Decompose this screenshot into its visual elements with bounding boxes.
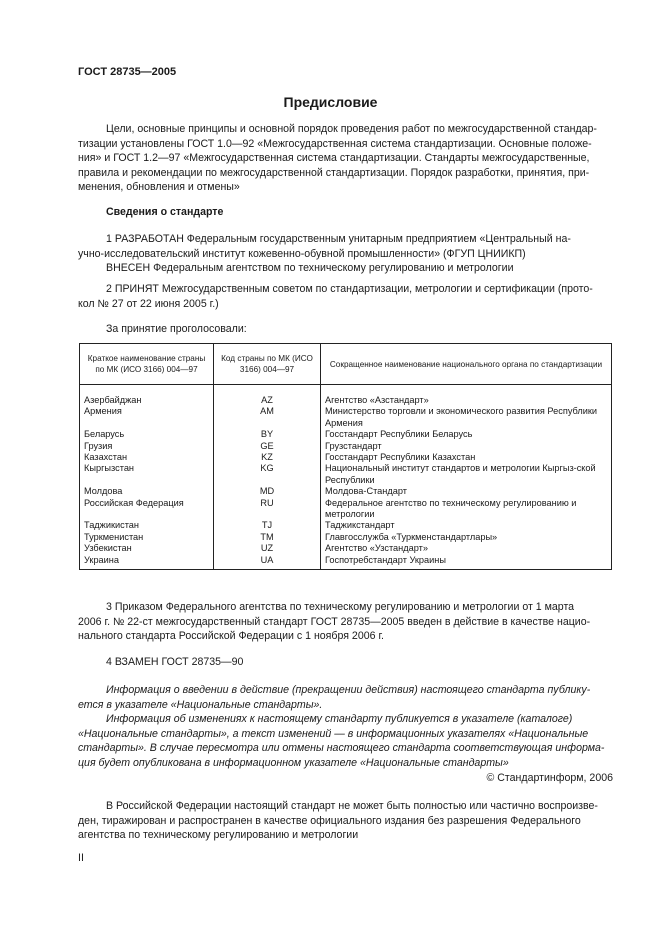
country-cell: Беларусь — [80, 429, 214, 440]
item-3-line: 2006 г. № 22-ст межгосударственный стандарт ГОСТ 28735—2005 введен в действие в качестве нацио- — [78, 615, 591, 628]
item-2-line: кол № 27 от 22 июня 2005 г.) — [78, 297, 219, 310]
page-title: Предисловие — [283, 94, 378, 110]
column-header: Сокращенное наименование национального органа по стандартизации — [321, 344, 612, 385]
code-cell: KG — [214, 463, 321, 486]
country-cell: Узбекистан — [80, 543, 214, 554]
country-cell: Российская Федерация — [80, 498, 214, 521]
info-line: Информация о введении в действие (прекращении действия) настоящего стандарта публику- — [106, 684, 591, 696]
table-row — [80, 555, 612, 570]
table-row — [80, 406, 612, 429]
code-cell: TM — [214, 532, 321, 543]
country-cell: Кыргызстан — [80, 463, 214, 486]
table-row — [80, 429, 612, 440]
standard-code-header: ГОСТ 28735—2005 — [78, 66, 177, 78]
section-heading: Сведения о стандарте — [106, 206, 224, 218]
notice-line: ден, тиражирован и распространен в качестве официального издания без разрешения Федерального — [78, 814, 581, 827]
country-cell: Азербайджан — [80, 385, 214, 407]
intro-line: правила и рекомендации по межгосударственной стандартизации. Порядок разработки, принятия, при- — [78, 166, 590, 179]
page-number: II — [78, 852, 84, 864]
item-1b-line: ВНЕСЕН Федеральным агентством по техническому регулированию и метрологии — [106, 262, 514, 275]
agency-cell: Главгосслужба «Туркменстандартлары» — [321, 532, 612, 543]
table-row — [80, 498, 612, 521]
country-cell: Таджикистан — [80, 520, 214, 531]
intro-line: менения, обновления и отмены» — [78, 181, 240, 194]
intro-paragraph — [78, 122, 612, 195]
agency-cell: Агентство «Азстандарт» — [321, 385, 612, 407]
table-row — [80, 532, 612, 543]
info-line: «Национальные стандарты», а текст изменений — в информационных указателях «Национальные — [78, 727, 589, 740]
agency-cell: Министерство торговли и экономического развития Республики Армения — [321, 406, 612, 429]
agency-cell: Национальный институт стандартов и метрологии Кыргыз-ской Республики — [321, 463, 612, 486]
country-cell: Казахстан — [80, 452, 214, 463]
voting-table — [79, 343, 612, 570]
code-cell: RU — [214, 498, 321, 521]
column-header: Краткое наименование страны по МК (ИСО 3166) 004—97 — [80, 344, 214, 385]
info-introduction-paragraph — [78, 683, 612, 712]
table-row — [80, 543, 612, 554]
item-2-line: 2 ПРИНЯТ Межгосударственным советом по стандартизации, метрологии и сертификации (прото- — [106, 283, 593, 295]
country-cell: Туркменистан — [80, 532, 214, 543]
country-cell: Армения — [80, 406, 214, 429]
code-cell: GE — [214, 441, 321, 452]
notice-line: В Российской Федерации настоящий стандарт не может быть полностью или частично воспроизве- — [106, 800, 598, 812]
table-row — [80, 385, 612, 407]
table-row — [80, 463, 612, 486]
info-changes-paragraph — [78, 712, 612, 770]
code-cell: AZ — [214, 385, 321, 407]
agency-cell: Таджикстандарт — [321, 520, 612, 531]
column-header: Код страны по МК (ИСО 3166) 004—97 — [214, 344, 321, 385]
reproduction-notice — [78, 799, 612, 843]
info-line: ция будет опубликована в информационном указателе «Национальные стандарты» — [78, 756, 509, 769]
country-cell: Украина — [80, 555, 214, 570]
code-cell: BY — [214, 429, 321, 440]
notice-line: агентства по техническому регулированию и метрологии — [78, 829, 359, 842]
table-row — [80, 441, 612, 452]
code-cell: KZ — [214, 452, 321, 463]
info-line: ется в указателе «Национальные стандарты». — [78, 698, 323, 711]
agency-cell: Госстандарт Республики Беларусь — [321, 429, 612, 440]
country-cell: Молдова — [80, 486, 214, 497]
code-cell: AM — [214, 406, 321, 429]
table-row — [80, 452, 612, 463]
agency-cell: Госпотребстандарт Украины — [321, 555, 612, 570]
table-row — [80, 520, 612, 531]
voted-label: За принятие проголосовали: — [106, 323, 247, 335]
item-4-line: 4 ВЗАМЕН ГОСТ 28735—90 — [106, 656, 244, 668]
item-1-line: 1 РАЗРАБОТАН Федеральным государственным унитарным предприятием «Центральный на- — [106, 233, 571, 245]
item-3-paragraph — [78, 600, 612, 644]
info-line: стандарты». В случае пересмотра или отмены настоящего стандарта соответствующая информа- — [78, 742, 605, 755]
agency-cell: Агентство «Узстандарт» — [321, 543, 612, 554]
agency-cell: Госстандарт Республики Казахстан — [321, 452, 612, 463]
copyright-notice: © Стандартинформ, 2006 — [486, 772, 613, 784]
table-row — [80, 486, 612, 497]
item-3-line: 3 Приказом Федерального агентства по техническому регулированию и метрологии от 1 марта — [106, 601, 575, 613]
country-cell: Грузия — [80, 441, 214, 452]
intro-line: Цели, основные принципы и основной порядок проведения работ по межгосударственной стандар- — [106, 123, 597, 135]
info-line: Информация об изменениях к настоящему стандарту публикуется в указателе (каталоге) — [106, 713, 573, 725]
code-cell: MD — [214, 486, 321, 497]
code-cell: UZ — [214, 543, 321, 554]
code-cell: UA — [214, 555, 321, 570]
intro-line: тизации установлены ГОСТ 1.0—92 «Межгосударственная система стандартизации. Основные положе- — [78, 137, 592, 150]
item-3-line: нального стандарта Российской Федерации с 1 ноября 2006 г. — [78, 630, 384, 643]
intro-line: ния» и ГОСТ 1.2—97 «Межгосударственная система стандартизации. Стандарты межгосударственные, — [78, 152, 590, 165]
code-cell: TJ — [214, 520, 321, 531]
item-2-paragraph — [78, 282, 612, 311]
item-1-paragraph — [78, 232, 612, 276]
item-1-line: учно-исследовательский институт кожевенно-обувной промышленности» (ФГУП ЦНИИКП) — [78, 247, 526, 260]
agency-cell: Грузстандарт — [321, 441, 612, 452]
agency-cell: Молдова-Стандарт — [321, 486, 612, 497]
agency-cell: Федеральное агентство по техническому регулированию и метрологии — [321, 498, 612, 521]
